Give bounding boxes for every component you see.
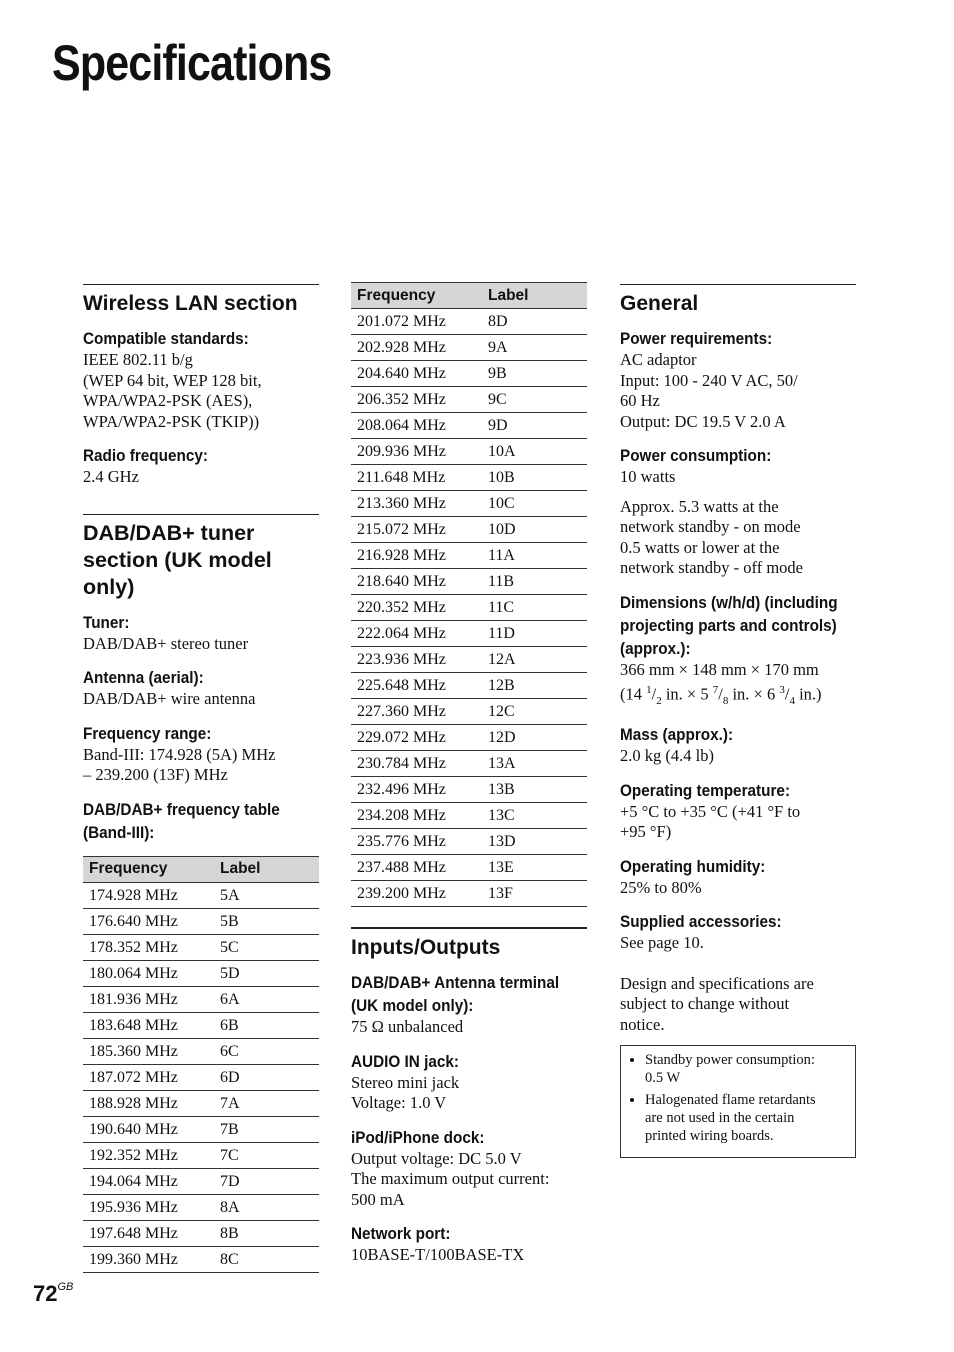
page-number-suffix: GB	[57, 1281, 74, 1293]
label-cell: 11A	[482, 543, 587, 569]
dimensions-inches: (14 $^1/_2$ in. × 5 $^7/_8$ in. × 6 $^3/_4$ in.)	[620, 684, 822, 707]
frequency-cell: 185.360 MHz	[83, 1038, 214, 1064]
dab-antenna-terminal-value: 75 Ω unbalanced	[351, 1017, 464, 1036]
value-line: WPA/WPA2-PSK (TKIP))	[83, 411, 260, 431]
dab-tuner-heading	[83, 514, 319, 601]
frequency-range-value	[83, 745, 319, 786]
notes-list	[629, 1051, 845, 1145]
frequency-cell: 192.352 MHz	[83, 1142, 214, 1168]
table-row	[83, 1246, 319, 1272]
notes-box	[620, 1045, 856, 1158]
frequency-cell: 188.928 MHz	[83, 1090, 214, 1116]
table-row	[351, 491, 587, 517]
label-line: projecting parts and controls)	[620, 615, 837, 635]
label-cell: 13C	[482, 803, 587, 829]
dims-text: in.)	[794, 684, 822, 704]
label-line: (UK model only):	[351, 996, 474, 1015]
column-header-frequency: Frequency	[351, 283, 482, 309]
value-line: The maximum output current:	[351, 1169, 550, 1188]
antenna-value: DAB/DAB+ wire antenna	[83, 689, 256, 708]
label-cell: 12D	[482, 725, 587, 751]
label-cell: 12A	[482, 647, 587, 673]
label-line: DAB/DAB+ Antenna terminal	[351, 973, 560, 992]
fraction-numerator: 3	[779, 684, 785, 696]
table-row	[351, 647, 587, 673]
frequency-cell: 209.936 MHz	[351, 439, 482, 465]
frequency-cell: 237.488 MHz	[351, 855, 482, 881]
dimensions-label	[620, 591, 856, 660]
value-line: notice.	[620, 1014, 665, 1034]
table-row	[351, 439, 587, 465]
frequency-cell: 194.064 MHz	[83, 1168, 214, 1194]
label-cell: 9D	[482, 413, 587, 439]
label-cell: 6B	[214, 1012, 319, 1038]
note-line: • Halogenated flame retardants	[645, 1092, 816, 1109]
frequency-cell: 227.360 MHz	[351, 699, 482, 725]
compatible-standards-label: Compatible standards:	[83, 329, 249, 348]
table-row	[351, 881, 587, 907]
ipod-dock-value	[351, 1149, 587, 1211]
note-line: 0.5 W	[645, 1070, 681, 1087]
standby-consumption-value	[620, 497, 856, 579]
frequency-cell: 174.928 MHz	[83, 882, 214, 908]
label-cell: 13D	[482, 829, 587, 855]
table-row	[351, 751, 587, 777]
table-row	[83, 1168, 319, 1194]
table-row	[351, 595, 587, 621]
frequency-cell: 223.936 MHz	[351, 647, 482, 673]
power-requirements-value	[620, 350, 856, 432]
value-line: IEEE 802.11 b/g	[83, 350, 193, 369]
fraction-numerator: 7	[712, 684, 719, 696]
heading-line: DAB/DAB+ tuner	[83, 520, 255, 545]
table-row	[351, 803, 587, 829]
table-row	[351, 335, 587, 361]
frequency-cell: 195.936 MHz	[83, 1194, 214, 1220]
table-row	[83, 1194, 319, 1220]
table-header-row	[83, 856, 319, 882]
frequency-cell: 216.928 MHz	[351, 543, 482, 569]
column-right	[620, 284, 856, 1158]
label-cell: 12C	[482, 699, 587, 725]
label-line: (Band-III):	[83, 822, 155, 842]
table-row	[351, 413, 587, 439]
value-line: 60 Hz	[620, 391, 660, 410]
label-cell: 13F	[482, 881, 587, 907]
radio-frequency-label: Radio frequency:	[83, 446, 208, 465]
operating-temperature-value	[620, 802, 856, 843]
antenna-label: Antenna (aerial):	[83, 668, 204, 687]
fraction-numerator: 1	[646, 684, 652, 696]
operating-temperature-label: Operating temperature:	[620, 780, 791, 800]
label-line: (approx.):	[620, 638, 691, 658]
label-cell: 5A	[214, 882, 319, 908]
table-row	[83, 882, 319, 908]
value-line: Stereo mini jack	[351, 1072, 460, 1092]
table-row	[83, 908, 319, 934]
operating-humidity-value: 25% to 80%	[620, 877, 702, 897]
label-cell: 13B	[482, 777, 587, 803]
fraction-denominator: 8	[722, 694, 729, 707]
label-cell: 10B	[482, 465, 587, 491]
frequency-cell: 208.064 MHz	[351, 413, 482, 439]
label-cell: 11C	[482, 595, 587, 621]
value-line: Voltage: 1.0 V	[351, 1093, 447, 1112]
frequency-cell: 225.648 MHz	[351, 673, 482, 699]
table-row	[83, 986, 319, 1012]
frequency-cell: 181.936 MHz	[83, 986, 214, 1012]
power-requirements-label: Power requirements:	[620, 329, 773, 348]
table-row	[83, 1012, 319, 1038]
value-line: AC adaptor	[620, 350, 697, 369]
network-port-value: 10BASE-T/100BASE-TX	[351, 1245, 525, 1264]
label-cell: 12B	[482, 673, 587, 699]
frequency-cell: 220.352 MHz	[351, 595, 482, 621]
note-item	[645, 1051, 845, 1087]
label-cell: 6A	[214, 986, 319, 1012]
frequency-cell: 187.072 MHz	[83, 1064, 214, 1090]
table-row	[351, 725, 587, 751]
value-line: – 239.200 (13F) MHz	[83, 765, 228, 784]
value-line: Band-III: 174.928 (5A) MHz	[83, 744, 276, 764]
heading-line: section (UK model	[83, 547, 272, 572]
value-line: Output: DC 19.5 V 2.0 A	[620, 411, 786, 431]
column-middle	[351, 282, 587, 1278]
table-row	[351, 465, 587, 491]
label-cell: 7C	[214, 1142, 319, 1168]
table-row	[351, 543, 587, 569]
table-row	[83, 1090, 319, 1116]
dims-text: in. × 6	[728, 684, 780, 704]
value-line: (WEP 64 bit, WEP 128 bit,	[83, 370, 262, 390]
frequency-cell: 183.648 MHz	[83, 1012, 214, 1038]
label-cell: 11D	[482, 621, 587, 647]
label-cell: 13E	[482, 855, 587, 881]
radio-frequency-value: 2.4 GHz	[83, 467, 139, 486]
table-row	[351, 855, 587, 881]
table-header-row	[351, 283, 587, 309]
table-row	[351, 387, 587, 413]
note-line: printed wiring boards.	[645, 1128, 774, 1145]
frequency-table-label	[83, 798, 319, 844]
heading-line: only)	[83, 574, 135, 599]
label-cell: 10D	[482, 517, 587, 543]
compatible-standards-value	[83, 350, 319, 432]
frequency-cell: 239.200 MHz	[351, 881, 482, 907]
tuner-label: Tuner:	[83, 612, 130, 632]
column-header-label: Label	[482, 283, 587, 309]
page-number-value: 72	[33, 1281, 58, 1306]
column-header-label: Label	[214, 856, 319, 882]
label-cell: 8D	[482, 309, 587, 335]
frequency-cell: 190.640 MHz	[83, 1116, 214, 1142]
frequency-cell: 176.640 MHz	[83, 908, 214, 934]
mass-label: Mass (approx.):	[620, 725, 734, 745]
label-cell: 5B	[214, 908, 319, 934]
label-cell: 5D	[214, 960, 319, 986]
general-heading: General	[620, 284, 856, 317]
frequency-table-part2	[351, 282, 587, 907]
column-header-frequency: Frequency	[83, 856, 214, 882]
value-line: subject to change without	[620, 994, 790, 1014]
value-line: +5 °C to +35 °C (+41 °F to	[620, 801, 801, 821]
supplied-accessories-label: Supplied accessories:	[620, 912, 782, 932]
tuner-value: DAB/DAB+ stereo tuner	[83, 633, 249, 653]
frequency-table-part1	[83, 856, 319, 1273]
network-port-label: Network port:	[351, 1224, 451, 1243]
table-row	[351, 621, 587, 647]
value-line: Input: 100 - 240 V AC, 50/	[620, 370, 798, 390]
frequency-cell: 222.064 MHz	[351, 621, 482, 647]
frequency-cell: 234.208 MHz	[351, 803, 482, 829]
value-line: WPA/WPA2-PSK (AES),	[83, 391, 253, 410]
table-row	[351, 829, 587, 855]
frequency-cell: 213.360 MHz	[351, 491, 482, 517]
label-line: Dimensions (w/h/d) (including	[620, 592, 838, 612]
power-consumption-value: 10 watts	[620, 467, 676, 486]
table-row	[351, 361, 587, 387]
label-cell: 6C	[214, 1038, 319, 1064]
mass-value: 2.0 kg (4.4 lb)	[620, 746, 714, 766]
frequency-cell: 211.648 MHz	[351, 465, 482, 491]
audio-in-label: AUDIO IN jack:	[351, 1051, 459, 1071]
design-change-note	[620, 974, 856, 1036]
dims-text: in. × 5	[661, 684, 713, 704]
table-row	[83, 1142, 319, 1168]
value-line: 500 mA	[351, 1189, 405, 1209]
table-row	[351, 309, 587, 335]
label-cell: 11B	[482, 569, 587, 595]
label-cell: 10A	[482, 439, 587, 465]
value-line: Approx. 5.3 watts at the	[620, 496, 779, 516]
table-row	[351, 699, 587, 725]
dims-text: (14	[620, 684, 647, 704]
operating-humidity-label: Operating humidity:	[620, 856, 766, 876]
wireless-lan-heading: Wireless LAN section	[83, 284, 319, 317]
frequency-cell: 201.072 MHz	[351, 309, 482, 335]
note-line: are not used in the certain	[645, 1110, 795, 1127]
value-line: network standby - off mode	[620, 558, 803, 577]
page-title: Specifications	[52, 35, 332, 91]
frequency-cell: 230.784 MHz	[351, 751, 482, 777]
frequency-cell: 215.072 MHz	[351, 517, 482, 543]
label-cell: 9A	[482, 335, 587, 361]
supplied-accessories-value: See page 10.	[620, 933, 704, 953]
fraction-denominator: 2	[656, 694, 662, 707]
frequency-cell: 218.640 MHz	[351, 569, 482, 595]
note-item	[645, 1091, 845, 1145]
frequency-cell: 232.496 MHz	[351, 777, 482, 803]
audio-in-value	[351, 1073, 587, 1114]
frequency-cell: 180.064 MHz	[83, 960, 214, 986]
label-cell: 7B	[214, 1116, 319, 1142]
table-row	[83, 1064, 319, 1090]
ipod-dock-label: iPod/iPhone dock:	[351, 1127, 485, 1147]
table-row	[83, 1116, 319, 1142]
frequency-cell: 199.360 MHz	[83, 1246, 214, 1272]
frequency-range-label: Frequency range:	[83, 723, 212, 743]
table-row	[351, 569, 587, 595]
note-line: • Standby power consumption:	[645, 1052, 815, 1069]
frequency-cell: 229.072 MHz	[351, 725, 482, 751]
value-line: 0.5 watts or lower at the	[620, 537, 780, 557]
table-row	[83, 1038, 319, 1064]
frequency-cell: 206.352 MHz	[351, 387, 482, 413]
table-row	[83, 1220, 319, 1246]
frequency-cell: 235.776 MHz	[351, 829, 482, 855]
label-cell: 8A	[214, 1194, 319, 1220]
column-left	[83, 284, 319, 1273]
label-cell: 13A	[482, 751, 587, 777]
dimensions-value	[620, 660, 856, 712]
label-cell: 7D	[214, 1168, 319, 1194]
value-line: network standby - on mode	[620, 517, 801, 536]
table-row	[83, 934, 319, 960]
frequency-cell: 197.648 MHz	[83, 1220, 214, 1246]
label-cell: 9B	[482, 361, 587, 387]
value-line: Design and specifications are	[620, 973, 814, 993]
label-cell: 8B	[214, 1220, 319, 1246]
power-consumption-label: Power consumption:	[620, 446, 772, 465]
frequency-cell: 204.640 MHz	[351, 361, 482, 387]
value-line: +95 °F)	[620, 822, 672, 842]
label-line: DAB/DAB+ frequency table	[83, 799, 280, 819]
fraction-denominator: 4	[789, 694, 795, 707]
label-cell: 9C	[482, 387, 587, 413]
label-cell: 6D	[214, 1064, 319, 1090]
dab-antenna-terminal-label	[351, 971, 587, 1017]
page-number	[33, 1281, 73, 1307]
dimensions-mm: 366 mm × 148 mm × 170 mm	[620, 659, 819, 679]
table-row	[351, 517, 587, 543]
frequency-cell: 202.928 MHz	[351, 335, 482, 361]
label-cell: 8C	[214, 1246, 319, 1272]
inputs-outputs-heading: Inputs/Outputs	[351, 927, 587, 961]
label-cell: 5C	[214, 934, 319, 960]
table-row	[351, 673, 587, 699]
table-row	[351, 777, 587, 803]
label-cell: 10C	[482, 491, 587, 517]
label-cell: 7A	[214, 1090, 319, 1116]
table-row	[83, 960, 319, 986]
value-line: Output voltage: DC 5.0 V	[351, 1148, 522, 1168]
frequency-cell: 178.352 MHz	[83, 934, 214, 960]
